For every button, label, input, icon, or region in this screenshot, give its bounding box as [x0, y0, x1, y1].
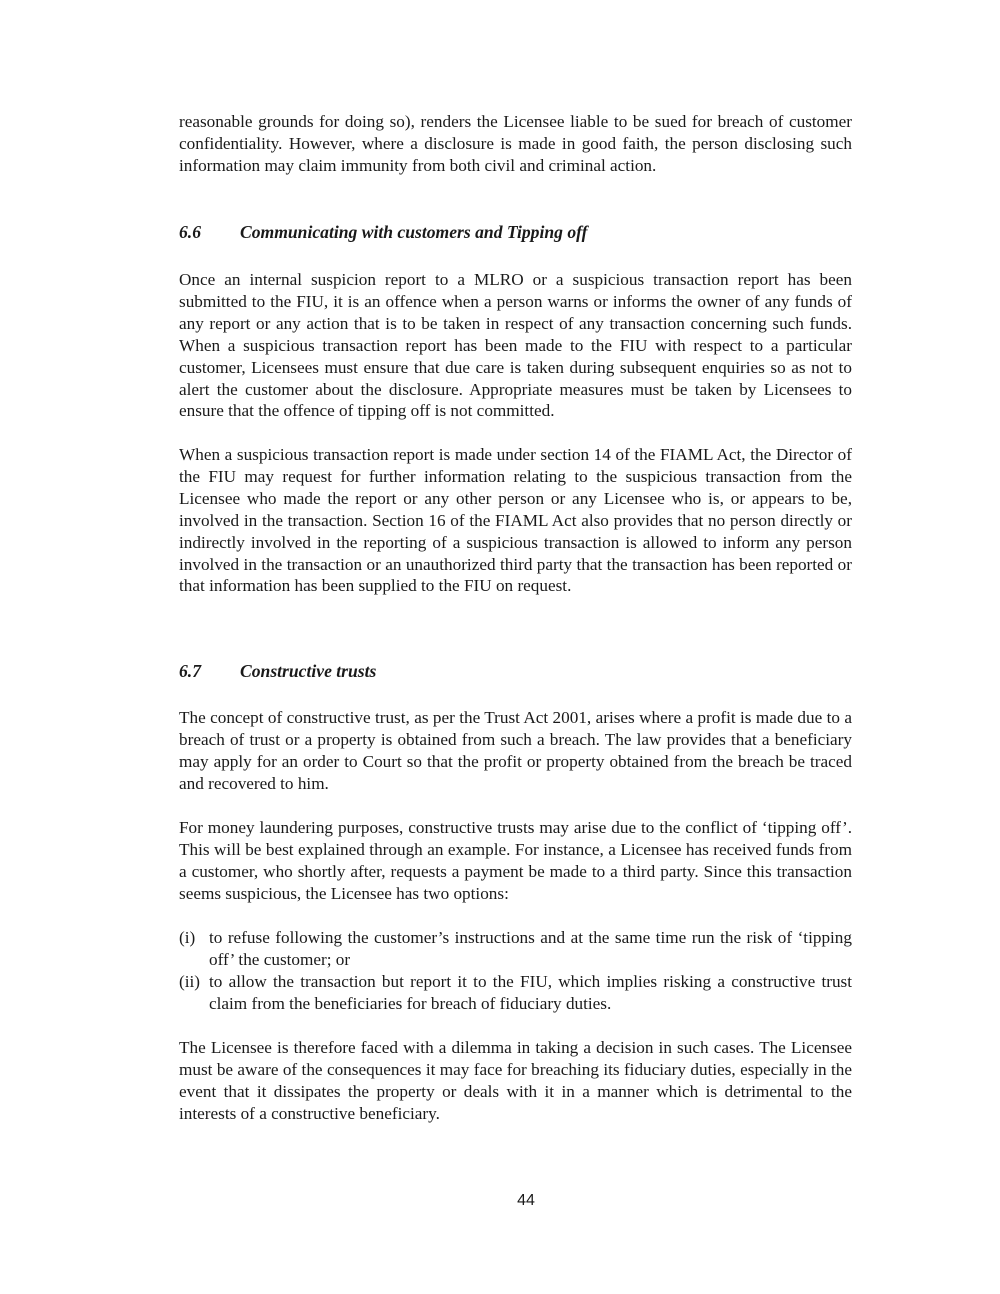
list-marker: (i) [179, 928, 196, 947]
intro-paragraph: reasonable grounds for doing so), renders the Licensee liable to be sued for breach of customer confidentiality. However, where a disclosure is made in good faith, the person disclosing such information may claim immunity from both civil and criminal action. [179, 112, 852, 175]
section-number: 6.6 [179, 222, 201, 242]
options-list [179, 927, 852, 1015]
section-6-6-paragraph-2: When a suspicious transaction report is made under section 14 of the FIAML Act, the Director of the FIU may request for further information relating to the suspicious transaction from the Licensee who made the report or any other person or any Licensee who is, or appears to be, involved in the transaction. Section 16 of the FIAML Act also provides that no person directly or indirectly involved in the reporting of a suspicious transaction is allowed to inform any person involved in the transaction or an unauthorized third party that the transaction has been reported or that information has been supplied to the FIU on request. [179, 445, 852, 596]
section-6-6-paragraph-1: Once an internal suspicion report to a MLRO or a suspicious transaction report has been submitted to the FIU, it is an offence when a person warns or informs the owner of any funds of any report or any action that is to be taken in respect of any transaction concerning such funds. When a suspicious transaction report has been made to the FIU with respect to a particular customer, Licensees must ensure that due care is taken during subsequent enquiries so as not to alert the customer about the disclosure. Appropriate measures must be taken by Licensees to ensure that the offence of tipping off is not committed. [179, 270, 852, 421]
section-number: 6.7 [179, 661, 201, 681]
section-heading-6-7 [179, 660, 852, 682]
section-title: Communicating with customers and Tipping off [240, 222, 588, 242]
list-item [179, 971, 852, 1015]
list-item-text: to allow the transaction but report it to the FIU, which implies risking a constructive trust claim from the beneficiaries for breach of fiduciary duties. [209, 971, 852, 1013]
list-marker: (ii) [179, 971, 200, 991]
closing-paragraph: The Licensee is therefore faced with a dilemma in taking a decision in such cases. The Licensee must be aware of the consequences it may face for breaching its fiduciary duties, especially in the event that it dissipates the property or deals with it in a manner which is detrimental to the interests of a constructive beneficiary. [179, 1038, 852, 1123]
section-6-7-paragraph-2: For money laundering purposes, constructive trusts may arise due to the conflict of ‘tipping off’. This will be best explained through an example. For instance, a Licensee has received funds from a customer, who shortly after, requests a payment be made to a third party. Since this transaction seems suspicious, the Licensee has two options: [179, 818, 852, 903]
section-title: Constructive trusts [240, 661, 377, 681]
page-number: 44 [517, 1192, 535, 1209]
section-6-7-paragraph-1: The concept of constructive trust, as per the Trust Act 2001, arises where a profit is made due to a breach of trust or a property is obtained from such a breach. The law provides that a beneficiary may apply for an order to Court so that the profit or property obtained from the breach be traced and recovered to him. [179, 708, 852, 793]
list-item [179, 927, 852, 971]
list-item-text: to refuse following the customer’s instructions and at the same time run the risk of ‘tipping off’ the customer; or [209, 928, 852, 969]
section-heading-6-6 [179, 221, 852, 243]
